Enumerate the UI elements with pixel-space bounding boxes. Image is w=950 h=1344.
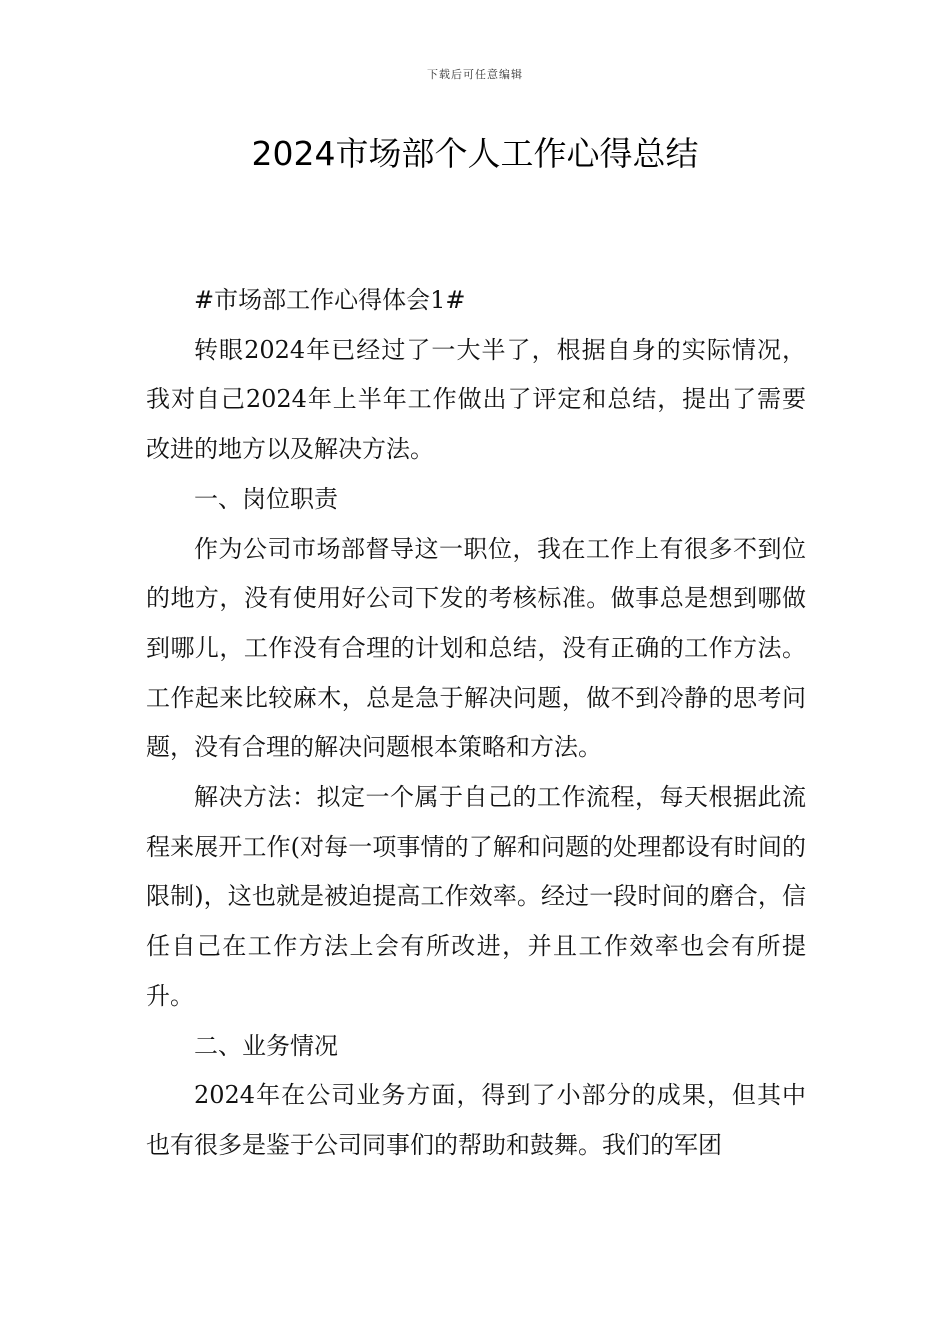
section-heading-business: 二、业务情况 (194, 1031, 338, 1060)
header-note: 下载后可任意编辑 (427, 68, 523, 81)
document-title: 2024市场部个人工作心得总结 (251, 134, 699, 173)
section-heading-duties: 一、岗位职责 (194, 484, 338, 513)
paragraph-business: 2024年在公司业务方面，得到了小部分的成果，但其中也有很多是鉴于公司同事们的帮助和鼓舞。我们的军团 (146, 1081, 806, 1159)
paragraph-solution: 解决方法：拟定一个属于自己的工作流程，每天根据此流程来展开工作(对每一项事情的了解和问题的处理都设有时间的限制)，这也就是被迫提高工作效率。经过一段时间的磨合，信任自己在工作方法上会有所改进，并且工作效率也会有所提升。 (146, 783, 806, 1010)
paragraph-heading-experience: #市场部工作心得体会1# (194, 286, 466, 314)
document-body (146, 276, 806, 1171)
paragraph-intro: 转眼2024年已经过了一大半了，根据自身的实际情况，我对自己2024年上半年工作做出了评定和总结，提出了需要改进的地方以及解决方法。 (146, 335, 806, 464)
paragraph-duties: 作为公司市场部督导这一职位，我在工作上有很多不到位的地方，没有使用好公司下发的考核标准。做事总是想到哪做到哪儿，工作没有合理的计划和总结，没有正确的工作方法。工作起来比较麻木，总是急于解决问题，做不到冷静的思考问题，没有合理的解决问题根本策略和方法。 (146, 534, 806, 762)
